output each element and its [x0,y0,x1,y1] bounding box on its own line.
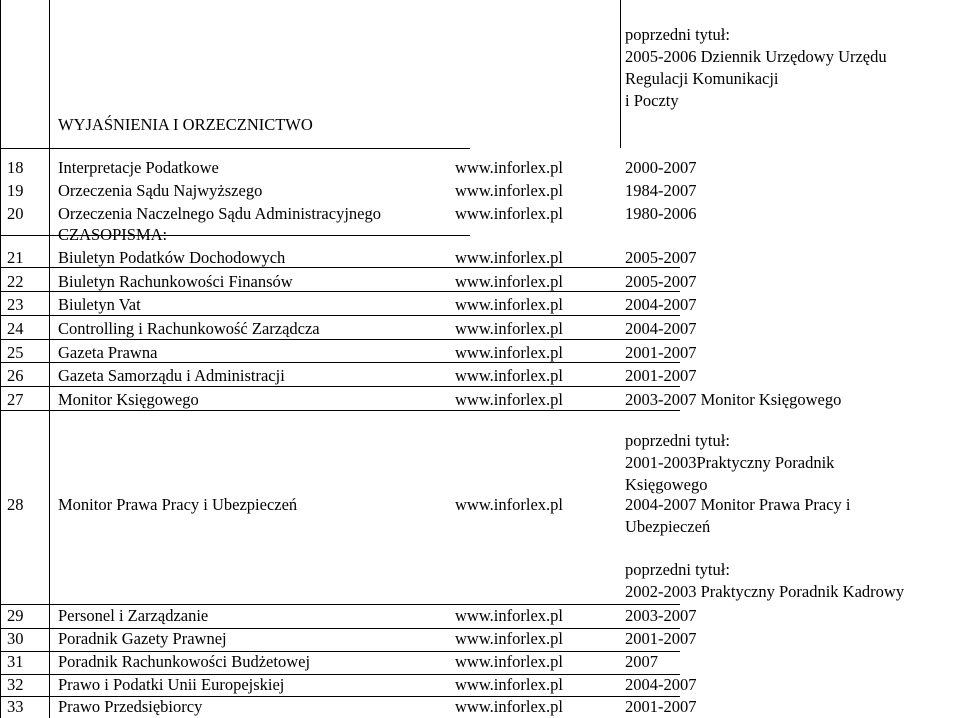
row-number: 33 [7,697,24,716]
note-line: 2001-2003Praktyczny Poradnik [625,453,835,472]
row-title: Personel i Zarządzanie [58,606,209,625]
row-years: 2005-2007 [625,248,697,267]
row-years: 2001-2007 [625,366,697,385]
previous-title-note [625,430,834,496]
previous-title-note [625,559,904,603]
row-url: www.inforlex.pl [455,495,563,514]
row-title: Biuletyn Podatków Dochodowych [58,248,286,267]
row-title: Prawo Przedsiębiorcy [58,697,203,716]
row-number: 22 [7,272,24,291]
note-line: i Poczty [625,91,679,110]
row-title: Monitor Prawa Pracy i Ubezpieczeń [58,495,298,514]
row-years: 2000-2007 [625,158,697,177]
row-url: www.inforlex.pl [455,675,563,694]
years-line: Ubezpieczeń [625,517,711,536]
row-url: www.inforlex.pl [455,204,563,223]
row-url: www.inforlex.pl [455,366,563,385]
row-years: 1984-2007 [625,181,697,200]
row-url: www.inforlex.pl [455,652,563,671]
table-border-left [0,0,1,718]
note-line: Księgowego [625,475,708,494]
row-number: 30 [7,629,24,648]
row-title: Poradnik Rachunkowości Budżetowej [58,652,311,671]
row-number: 29 [7,606,24,625]
row-title: Biuletyn Vat [58,295,141,314]
row-url: www.inforlex.pl [455,295,563,314]
note-line: 2002-2003 Praktyczny Poradnik Kadrowy [625,582,905,601]
note-line: poprzedni tytuł: [625,560,730,579]
row-title: Orzeczenia Sądu Najwyższego [58,181,263,200]
row-years: 2004-2007 [625,675,697,694]
row-years: 2003-2007 Monitor Księgowego [625,390,842,409]
column-divider-title [620,0,621,148]
row-title: Monitor Księgowego [58,390,199,409]
row-url: www.inforlex.pl [455,697,563,716]
row-url: www.inforlex.pl [455,248,563,267]
row-url: www.inforlex.pl [455,390,563,409]
row-url: www.inforlex.pl [455,181,563,200]
row-title: Interpretacje Podatkowe [58,158,219,177]
row-number: 27 [7,390,24,409]
row-number: 26 [7,366,24,385]
note-line: poprzedni tytuł: [625,431,730,450]
row-url: www.inforlex.pl [455,319,563,338]
row-number: 28 [7,495,24,514]
row-number: 18 [7,158,24,177]
row-title: Gazeta Samorządu i Administracji [58,366,285,385]
row-years: 2004-2007 [625,295,697,314]
row-title: Gazeta Prawna [58,343,158,362]
row-years: 1980-2006 [625,204,697,223]
row-divider [0,148,470,149]
row-number: 21 [7,248,24,267]
row-title: Prawo i Podatki Unii Europejskiej [58,675,285,694]
row-title: Biuletyn Rachunkowości Finansów [58,272,293,291]
row-title: Controlling i Rachunkowość Zarządcza [58,319,320,338]
row-years [625,494,850,538]
row-number: 32 [7,675,24,694]
row-url: www.inforlex.pl [455,343,563,362]
row-url: www.inforlex.pl [455,272,563,291]
row-years: 2001-2007 [625,343,697,362]
row-number: 19 [7,181,24,200]
years-line: 2004-2007 Monitor Prawa Pracy i [625,495,851,514]
note-line: Regulacji Komunikacji [625,69,779,88]
section-title-periodicals: CZASOPISMA: [58,225,168,244]
note-line: 2005-2006 Dziennik Urzędowy Urzędu [625,47,887,66]
row-url: www.inforlex.pl [455,629,563,648]
row-years: 2005-2007 [625,272,697,291]
row-number: 24 [7,319,24,338]
row-number: 20 [7,204,24,223]
row-years: 2007 [625,652,658,671]
row-years: 2001-2007 [625,697,697,716]
row-title: Poradnik Gazety Prawnej [58,629,227,648]
row-number: 23 [7,295,24,314]
section-title-explanations: WYJAŚNIENIA I ORZECZNICTWO [58,115,313,134]
row-url: www.inforlex.pl [455,158,563,177]
row-years: 2003-2007 [625,606,697,625]
row-years: 2004-2007 [625,319,697,338]
row-number: 31 [7,652,24,671]
row-url: www.inforlex.pl [455,606,563,625]
column-divider-number [49,0,50,718]
note-line: poprzedni tytuł: [625,25,730,44]
row-years: 2001-2007 [625,629,697,648]
previous-title-note [625,24,887,112]
row-number: 25 [7,343,24,362]
row-title: Orzeczenia Naczelnego Sądu Administracyjnego [58,204,381,223]
